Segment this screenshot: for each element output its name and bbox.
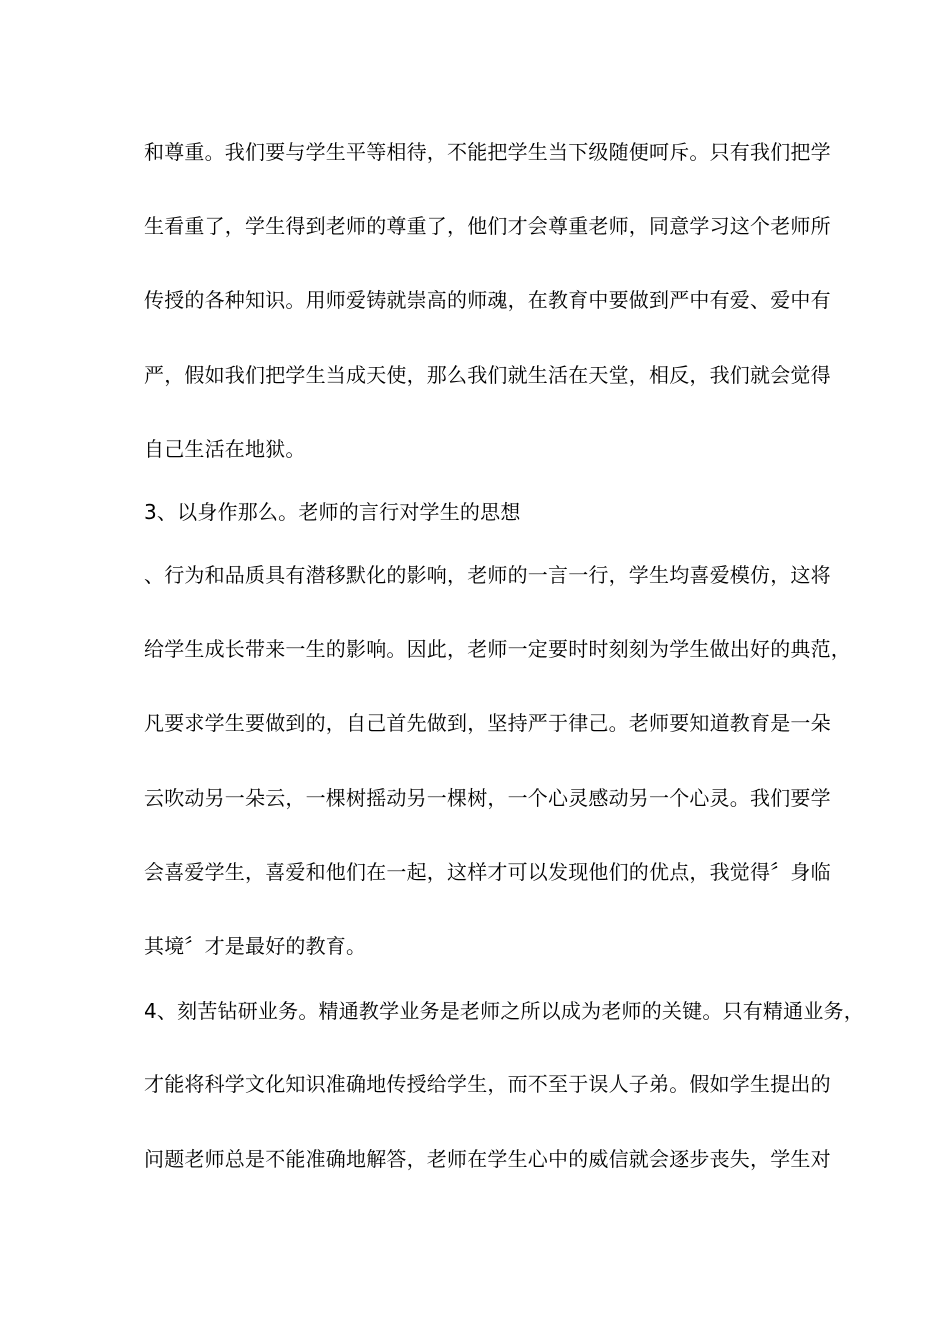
paragraph-line: 云吹动另一朵云，一棵树摇动另一棵树，一个心灵感动另一个心灵。我们要学 <box>144 786 831 810</box>
paragraph-line: 给学生成长带来一生的影响。因此，老师一定要时时刻刻为学生做出好的典范， <box>144 637 851 661</box>
paragraph-line: 生看重了，学生得到老师的尊重了，他们才会尊重老师，同意学习这个老师所 <box>144 214 831 238</box>
paragraph-line: 其境〞才是最好的教育。 <box>144 934 367 958</box>
paragraph-line: 才能将科学文化知识准确地传授给学生，而不至于误人子弟。假如学生提出的 <box>144 1072 831 1096</box>
paragraph-line: 、行为和品质具有潜移默化的影响，老师的一言一行，学生均喜爱模仿，这将 <box>144 563 831 587</box>
paragraph-line: 严，假如我们把学生当成天使，那么我们就生活在天堂，相反，我们就会觉得 <box>144 363 831 387</box>
paragraph-line: 问题老师总是不能准确地解答，老师在学生心中的威信就会逐步丧失，学生对 <box>144 1147 831 1171</box>
section-heading-3: 3、以身作那么。老师的言行对学生的思想 <box>144 500 521 524</box>
paragraph-line: 和尊重。我们要与学生平等相待，不能把学生当下级随便呵斥。只有我们把学 <box>144 140 831 164</box>
section-heading-4: 4、刻苦钻研业务。精通教学业务是老师之所以成为老师的关键。只有精通业务， <box>144 999 864 1023</box>
paragraph-line: 自己生活在地狱。 <box>144 437 306 461</box>
paragraph-line: 会喜爱学生，喜爱和他们在一起，这样才可以发现他们的优点，我觉得〞身临 <box>144 860 831 884</box>
paragraph-line: 凡要求学生要做到的，自己首先做到，坚持严于律己。老师要知道教育是一朵 <box>144 711 831 735</box>
paragraph-line: 传授的各种知识。用师爱铸就崇高的师魂，在教育中要做到严中有爱、爱中有 <box>144 288 831 312</box>
